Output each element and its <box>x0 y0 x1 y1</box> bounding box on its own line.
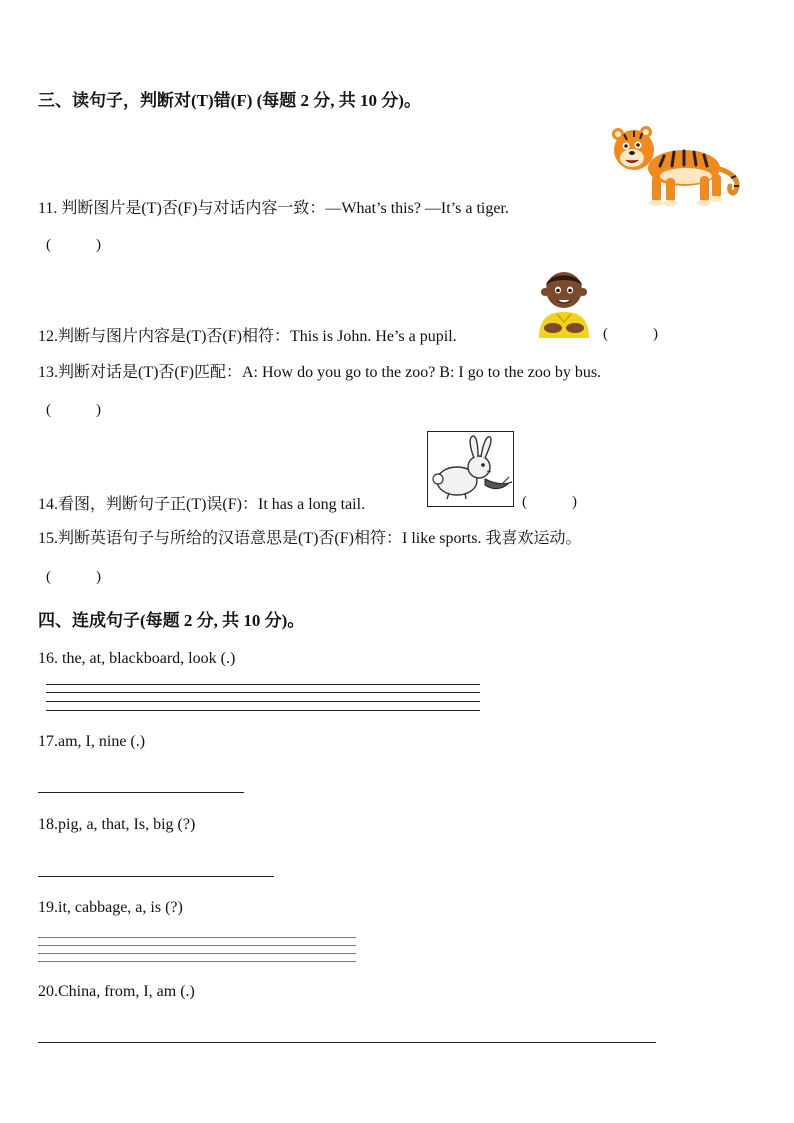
question-15: 15.判断英语句子与所给的汉语意思是(T)否(F)相符：I like sports. 我喜欢运动。 <box>38 530 582 547</box>
question-11: 11. 判断图片是(T)否(F)与对话内容一致：—What’s this? —It’s a tiger. <box>38 200 509 217</box>
question-19-writing-line[interactable] <box>38 937 356 938</box>
question-18-answer-line[interactable] <box>38 876 274 877</box>
question-13-answer[interactable]: ( ) <box>46 402 101 418</box>
question-16-writing-line[interactable] <box>46 692 480 693</box>
question-20-answer-line[interactable] <box>38 1042 656 1043</box>
section-4-title: 四、连成句子(每题 2 分, 共 10 分)。 <box>38 611 305 630</box>
question-11-answer[interactable]: ( ) <box>46 237 101 253</box>
question-16-writing-line[interactable] <box>46 710 480 711</box>
question-17: 17.am, I, nine (.) <box>38 733 146 750</box>
question-15-answer[interactable]: ( ) <box>46 569 101 585</box>
question-19-writing-line[interactable] <box>38 953 356 954</box>
question-16-writing-line[interactable] <box>46 701 480 702</box>
question-14-answer[interactable]: ( ) <box>522 494 577 510</box>
tiger-image <box>604 120 746 210</box>
question-19: 19.it, cabbage, a, is (?) <box>38 899 183 916</box>
question-19-writing-line[interactable] <box>38 945 356 946</box>
section-3-title: 三、读句子，判断对(T)错(F) (每题 2 分, 共 10 分)。 <box>38 91 421 110</box>
question-12-answer[interactable]: ( ) <box>603 326 658 342</box>
question-18: 18.pig, a, that, Is, big (?) <box>38 816 196 833</box>
boy-image <box>533 264 595 338</box>
question-19-writing-line[interactable] <box>38 961 356 962</box>
question-16-writing-line[interactable] <box>46 684 480 685</box>
question-16: 16. the, at, blackboard, look (.) <box>38 650 236 667</box>
question-14: 14.看图，判断句子正(T)误(F)：It has a long tail. <box>38 496 366 513</box>
rabbit-image <box>427 431 514 507</box>
question-17-answer-line[interactable] <box>38 792 244 793</box>
question-20: 20.China, from, I, am (.) <box>38 983 195 1000</box>
question-13: 13.判断对话是(T)否(F)匹配：A: How do you go to the zoo? B: I go to the zoo by bus. <box>38 364 602 381</box>
question-12: 12.判断与图片内容是(T)否(F)相符：This is John. He’s a pupil. <box>38 328 457 345</box>
